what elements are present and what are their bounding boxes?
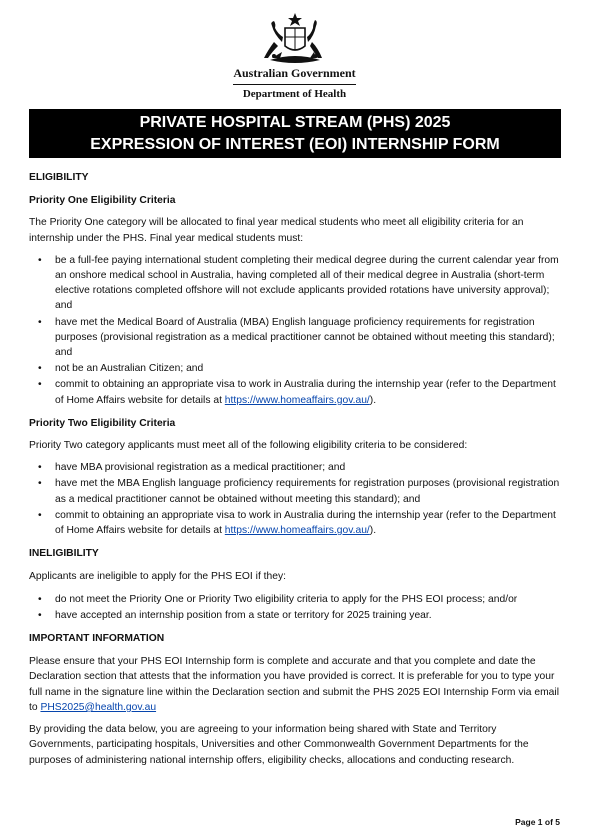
important-paragraph-1 xyxy=(29,654,561,715)
list-item-text: commit to obtaining an appropriate visa to work in Australia during the internship year (refer to the Department of Home Affairs website for details at xyxy=(55,379,556,406)
list-item: • do not meet the Priority One or Priority Two eligibility criteria to apply for the PHS EOI process; and/or xyxy=(29,592,561,607)
department-name: Department of Health xyxy=(242,88,347,100)
list-item: • have MBA provisional registration as a medical practitioner; and xyxy=(29,460,561,475)
list-item-text-end: ). xyxy=(369,394,377,406)
phs-email-link[interactable]: PHS2025@health.gov.au xyxy=(40,701,157,713)
page-number: Page 1 of 5 xyxy=(515,817,560,827)
government-name: Australian Government xyxy=(233,66,356,80)
priority-one-list xyxy=(29,253,561,408)
coat-of-arms-icon xyxy=(252,12,338,68)
ineligibility-intro: Applicants are ineligible to apply for the PHS EOI if they: xyxy=(29,571,286,583)
priority-two-list xyxy=(29,460,561,538)
priority-two-intro: Priority Two category applicants must meet all of the following eligibility criteria to be considered: xyxy=(29,440,468,452)
list-item: • have met the Medical Board of Australia (MBA) English language proficiency requirements for registration purposes (provisional registration as a medical practitioner cannot be obtained without meeting this standard); and xyxy=(29,315,561,361)
important-information-heading: IMPORTANT INFORMATION xyxy=(29,633,165,645)
list-item: • not be an Australian Citizen; and xyxy=(29,361,561,376)
eligibility-heading: ELIGIBILITY xyxy=(29,172,89,183)
list-item: • have accepted an internship position from a state or territory for 2025 training year. xyxy=(29,608,561,623)
list-item xyxy=(29,377,561,407)
ineligibility-heading: INELIGIBILITY xyxy=(29,548,99,560)
priority-two-heading: Priority Two Eligibility Criteria xyxy=(29,417,176,429)
important-paragraph-2: By providing the data below, you are agreeing to your information being shared with State and Territory Governments, participating hospitals, Universities and other Commonwealth Government Departments for the purposes of administering national internship offers, eligibility checks, allocations and conducting research. xyxy=(29,724,529,766)
list-item-text-end: ). xyxy=(369,525,377,537)
important-text: Please ensure that your PHS EOI Internship form is complete and accurate and that you complete and date the Declaration section that attests that the information you have provided is correct. It is preferable for you to type your full name in the signature line within the Declaration section and submit the PHS 2025 EOI Internship Form via email to xyxy=(29,656,559,713)
priority-one-heading: Priority One Eligibility Criteria xyxy=(29,195,176,207)
ineligibility-list xyxy=(29,592,561,623)
priority-one-intro: The Priority One category will be allocated to final year medical students who meet all eligibility criteria for an internship under the PHS. Final year medical students must: xyxy=(29,217,524,244)
header-rule xyxy=(233,84,356,85)
title-line-2: EXPRESSION OF INTEREST (EOI) INTERNSHIP FORM xyxy=(90,136,500,153)
home-affairs-link[interactable]: https://www.homeaffairs.gov.au/ xyxy=(224,525,370,537)
list-item xyxy=(29,508,561,538)
list-item: • be a full-fee paying international student completing their medical degree during the current calendar year from an onshore medical school in Australia, having completed all of their medical degree in Australia (short-term elective rotations completed offshore will not exclude applicants provided rotations have university approval); and xyxy=(29,253,561,314)
home-affairs-link[interactable]: https://www.homeaffairs.gov.au/ xyxy=(224,394,370,406)
list-item-text: commit to obtaining an appropriate visa to work in Australia during the internship year (refer to the Department of Home Affairs website for details at xyxy=(55,509,556,537)
list-item: • have met the MBA English language proficiency requirements for registration purposes (provisional registration as a medical practitioner cannot be obtained without meeting this standard); and xyxy=(29,476,561,506)
title-banner xyxy=(29,109,561,158)
title-line-1: PRIVATE HOSPITAL STREAM (PHS) 2025 xyxy=(139,114,451,131)
document-body xyxy=(29,170,561,775)
